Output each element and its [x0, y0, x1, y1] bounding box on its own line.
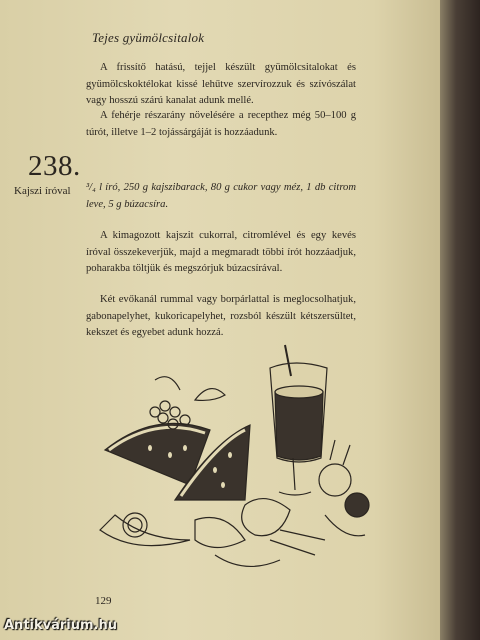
page-number: 129	[95, 595, 112, 607]
running-head: Tejes gyümölcsitalok	[92, 30, 205, 45]
recipe-ingredients	[86, 180, 356, 213]
cherries-icon	[319, 440, 369, 536]
mixed-fruit-icon	[195, 499, 325, 567]
recipe-step-1	[86, 228, 356, 278]
intro-paragraph-1-text: A frissítő hatású, tejjel készült gyümölcsitalokat és gyümölcskoktélokat kissé lehűtve szervírozzuk és szívószálat vagy hosszú szárú kanalat adunk mellé.	[86, 62, 356, 107]
watermark-text: Antikvárium.hu	[4, 618, 117, 633]
recipe-step-2	[86, 292, 356, 342]
recipe-ingredients-text: ³/₄ l író, 250 g kajszibarack, 80 g cukor vagy méz, 1 db citrom leve, 5 g búzacsíra.	[86, 182, 356, 210]
fruit-drink-illustration	[95, 340, 375, 580]
intro-paragraph-2	[86, 108, 356, 141]
glass-icon	[270, 345, 327, 495]
banana-icon	[100, 513, 190, 546]
recipe-step-2-text: Két evőkanál rummal vagy borpárlattal is meglocsolhatjuk, gabonapelyhet, kukoricapelyhet, rozsból készült kétszersültet, kekszet és egyebet adunk hozzá.	[86, 294, 356, 339]
recipe-name: Kajszi íróval	[14, 185, 71, 197]
intro-paragraph-2-text: A fehérje részarány növelésére a recepthez még 50–100 g túrót, illetve 1–2 tojássárgáját is hozzáadunk.	[86, 110, 356, 138]
grapes-icon	[150, 377, 225, 429]
recipe-number: 238.	[28, 150, 81, 182]
watermelon-icon	[105, 423, 250, 500]
book-spine	[440, 0, 480, 640]
intro-paragraph-1	[86, 60, 356, 110]
recipe-step-1-text: A kimagozott kajszit cukorral, citromlével és egy kevés íróval összekeverjük, majd a megmaradt többi írót hozzáadjuk, poharakba töltjük és megszórjuk búzacsírával.	[86, 230, 356, 275]
